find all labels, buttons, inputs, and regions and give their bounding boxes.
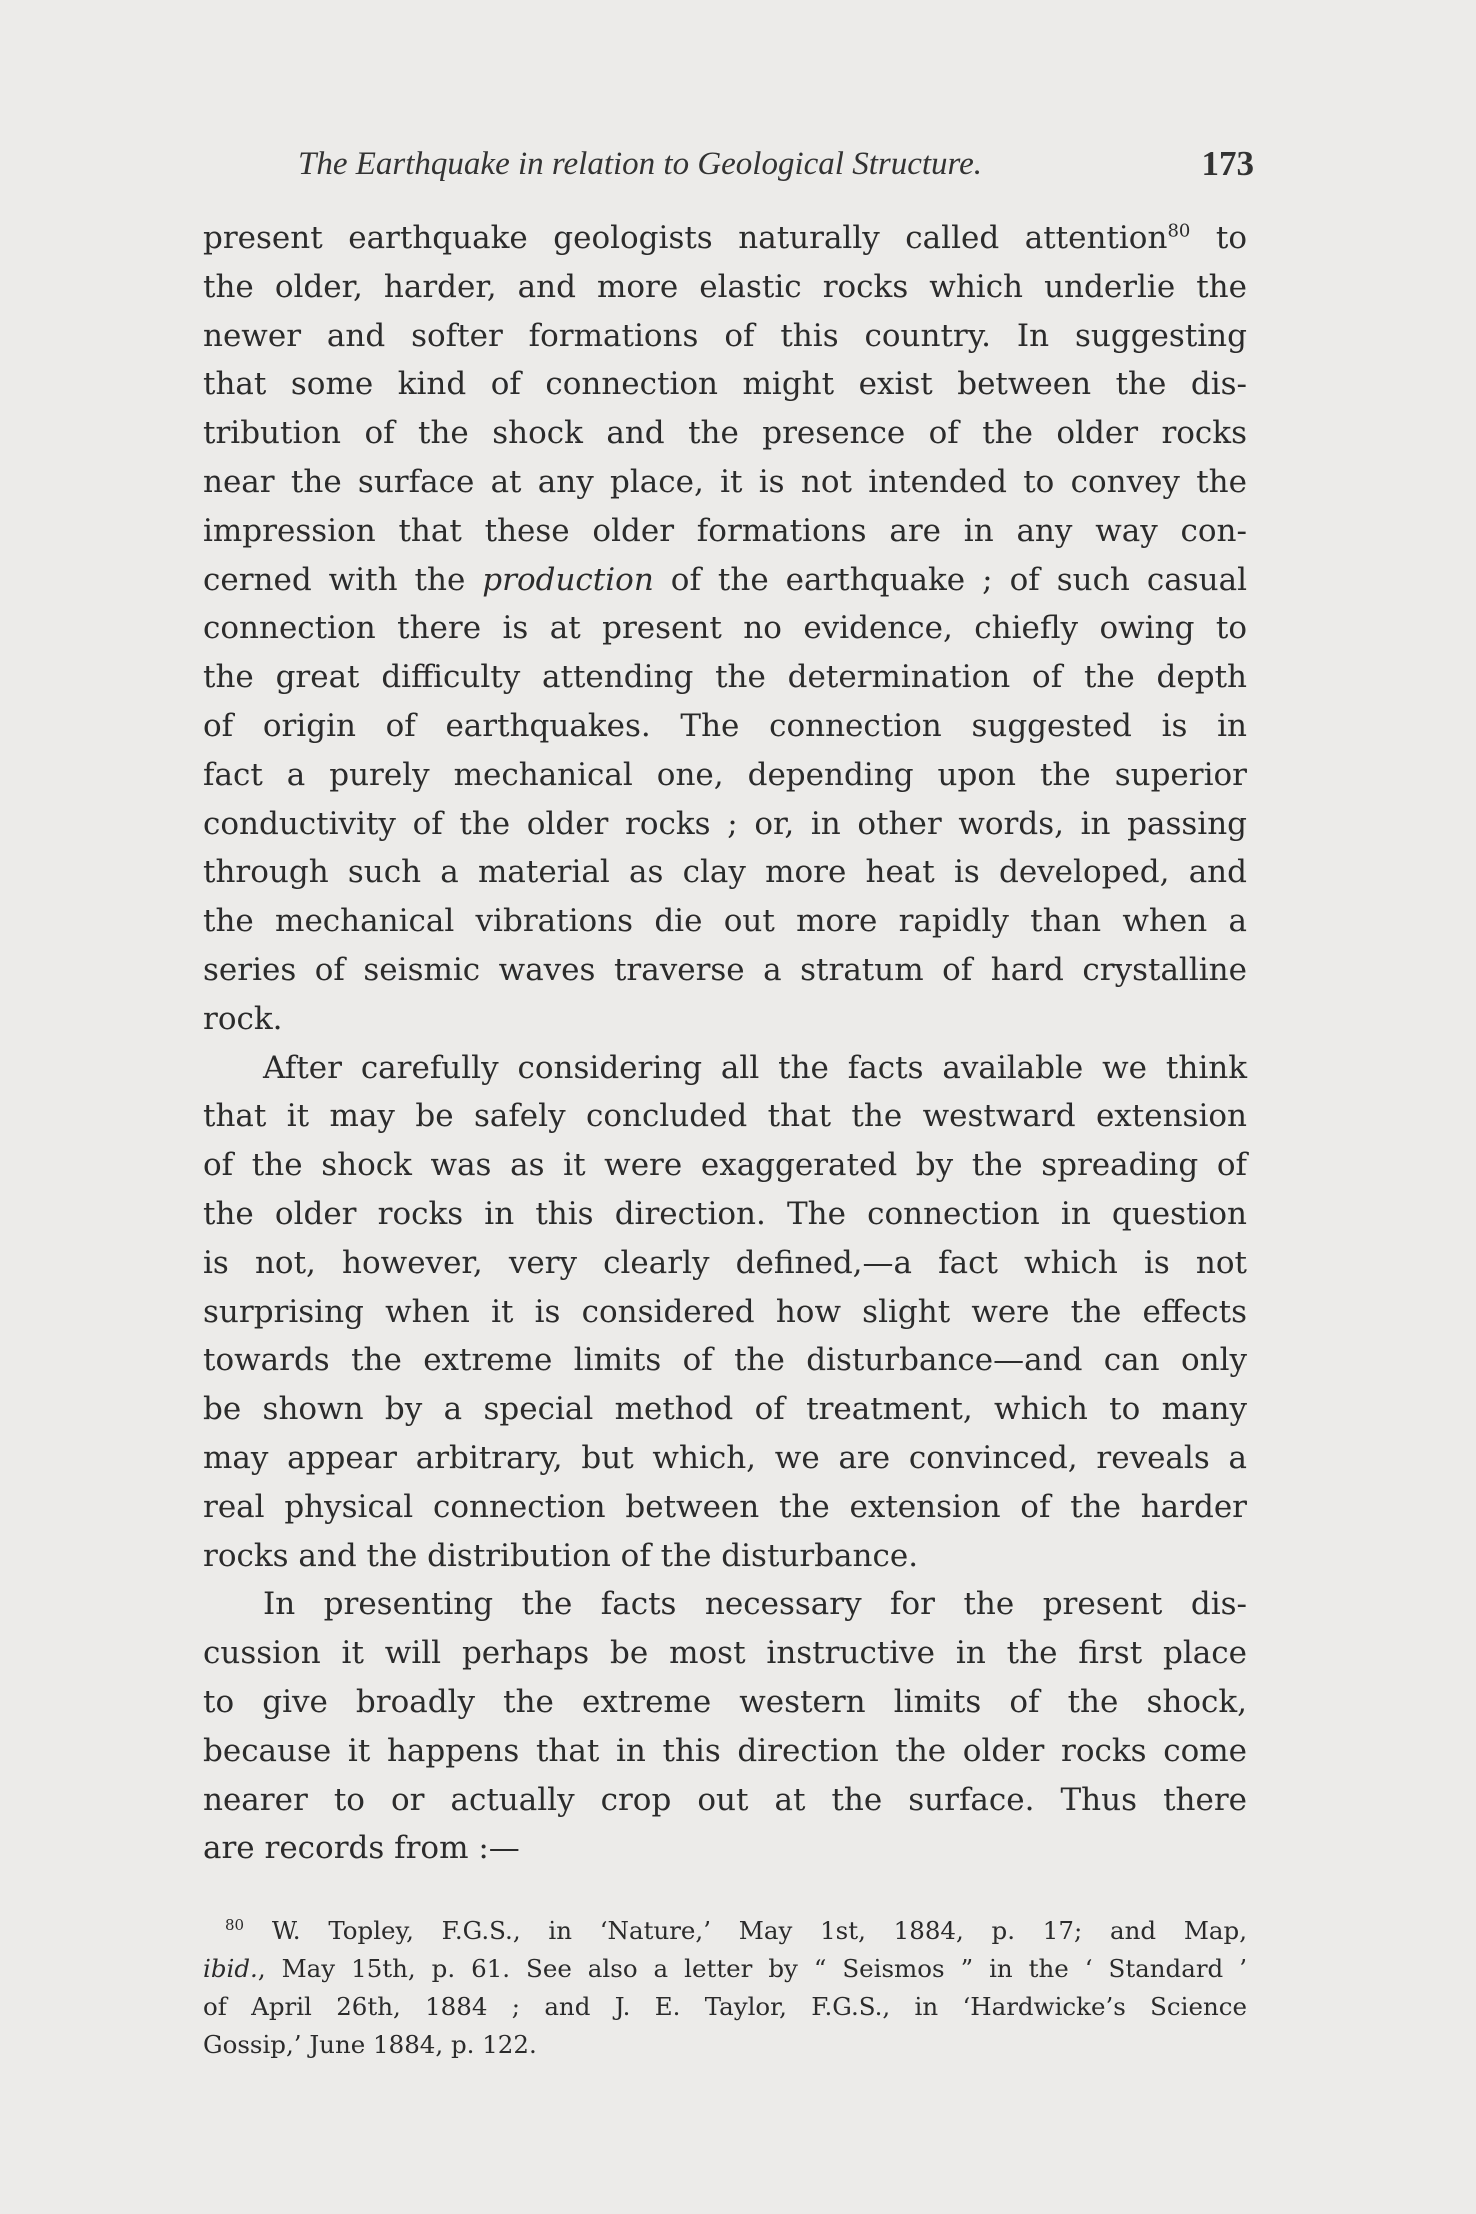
text-line: be shown by a special method of treatment, which to many — [203, 1391, 1247, 1428]
text-line: connection there is at present no evidence, chiefly owing to — [203, 610, 1247, 647]
text-line: the great difficulty attending the determination of the depth — [203, 659, 1247, 696]
text-span: W. Topley, F.G.S., in ‘Nature,’ May 1st, 1884, p. 17; and Map, — [244, 1916, 1247, 1945]
text-line: the mechanical vibrations die out more rapidly than when a — [203, 903, 1247, 940]
text-line: are records from :— — [203, 1830, 520, 1867]
text-line: surprising when it is considered how slight were the effects — [203, 1293, 1247, 1330]
text-line: because it happens that in this direction the older rocks come — [203, 1732, 1247, 1769]
footnote-line: Gossip,’ June 1884, p. 122. — [203, 2030, 537, 2059]
emphasis-text: ibid. — [203, 1954, 258, 1983]
page-number: 173 — [1201, 144, 1254, 183]
text-line: cussion it will perhaps be most instructive in the first place — [203, 1635, 1247, 1672]
text-span: cerned with the — [203, 561, 483, 598]
paragraph-2 — [203, 1044, 1247, 1581]
text-line: of origin of earthquakes. The connection suggested is in — [203, 707, 1247, 744]
text-line: newer and softer formations of this country. In suggesting — [203, 317, 1247, 354]
text-line: to give broadly the extreme western limits of the shock, — [203, 1683, 1247, 1720]
text-span: to — [1190, 220, 1248, 256]
footnote-line — [203, 1912, 1247, 1950]
text-line: In presenting the facts necessary for the present dis- — [263, 1586, 1247, 1623]
text-line — [203, 214, 1247, 263]
paragraph-1 — [203, 214, 1247, 1044]
text-line: through such a material as clay more heat is developed, and — [203, 854, 1247, 891]
footnote-mark: 80 — [225, 1915, 245, 1934]
text-line: that some kind of connection might exist between the dis- — [203, 366, 1247, 403]
text-line: the older rocks in this direction. The connection in question — [203, 1195, 1247, 1232]
text-span: of the earthquake ; of such casual — [653, 561, 1247, 598]
paragraph-3 — [203, 1580, 1247, 1873]
page-header — [298, 142, 1254, 186]
text-line: tribution of the shock and the presence of the older rocks — [203, 415, 1247, 452]
text-line: the older, harder, and more elastic rocks which underlie the — [203, 268, 1247, 305]
text-line: series of seismic waves traverse a stratum of hard crystalline — [203, 951, 1247, 988]
text-span: present earthquake geologists naturally called attention — [203, 220, 1168, 256]
text-line: fact a purely mechanical one, depending upon the superior — [203, 756, 1247, 793]
footnote-line — [203, 1950, 1247, 1988]
text-line: impression that these older formations are in any way con- — [203, 512, 1247, 549]
text-line: is not, however, very clearly defined,—a fact which is not — [203, 1244, 1247, 1281]
body-text — [203, 214, 1247, 1873]
text-line: nearer to or actually crop out at the surface. Thus there — [203, 1781, 1247, 1818]
footnote — [203, 1912, 1247, 2064]
emphasis-text: production — [482, 561, 654, 598]
text-line: conductivity of the older rocks ; or, in other words, in passing — [203, 805, 1247, 842]
footnote-line: of April 26th, 1884 ; and J. E. Taylor, F.G.S., in ‘Hardwicke’s Science — [203, 1992, 1247, 2021]
running-title: The Earthquake in relation to Geological Structure. — [298, 146, 983, 182]
text-line: rock. — [203, 1000, 283, 1037]
text-span: , May 15th, p. 61. See also a letter by “ Seismos ” in the ‘ Standard ’ — [257, 1954, 1247, 1983]
text-line — [203, 556, 1247, 605]
text-line: that it may be safely concluded that the westward extension — [203, 1098, 1247, 1135]
text-line: may appear arbitrary, but which, we are convinced, reveals a — [203, 1439, 1247, 1476]
text-line: towards the extreme limits of the disturbance—and can only — [203, 1342, 1247, 1379]
text-line: After carefully considering all the facts available we think — [263, 1049, 1247, 1086]
footnote-reference: 80 — [1167, 220, 1191, 242]
text-line: real physical connection between the extension of the harder — [203, 1488, 1247, 1525]
text-line: rocks and the distribution of the disturbance. — [203, 1537, 919, 1574]
text-line: of the shock was as it were exaggerated by the spreading of — [203, 1147, 1247, 1184]
text-line: near the surface at any place, it is not intended to convey the — [203, 463, 1247, 500]
